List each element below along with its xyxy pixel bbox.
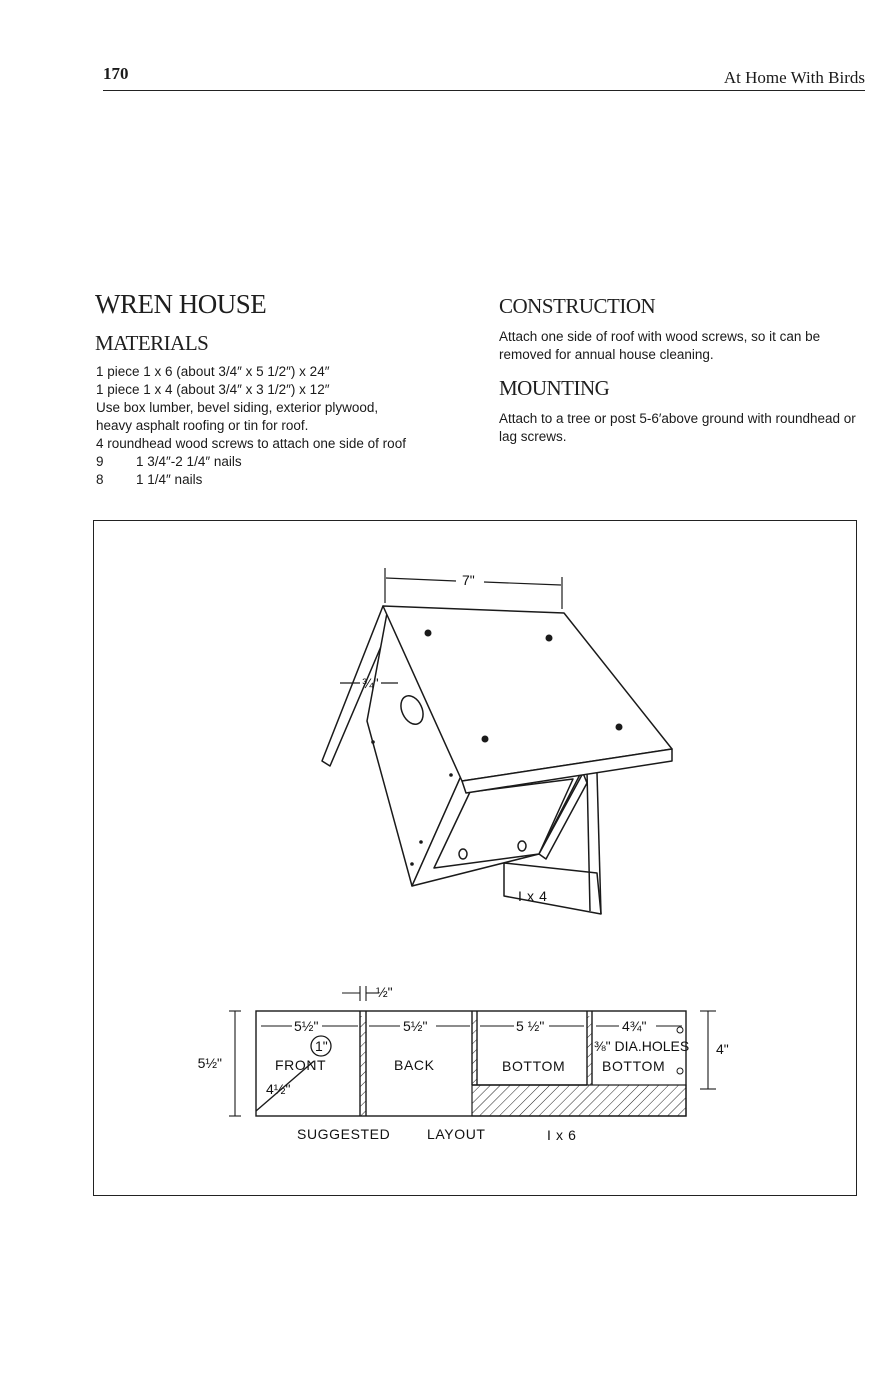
front-width-label: 5½" [294, 1018, 319, 1034]
layout-caption: SUGGESTED [297, 1126, 391, 1142]
kerf-3 [587, 1016, 592, 1085]
materials-list [96, 363, 476, 489]
post-label: I x 4 [518, 888, 548, 904]
kerf-2 [472, 1016, 477, 1085]
waste-strip [472, 1085, 686, 1116]
nails-item [96, 453, 476, 471]
front-inner-dim-label: 4½" [266, 1081, 291, 1097]
nails-desc: 1 1/4″ nails [136, 472, 203, 487]
page-number: 170 [103, 64, 129, 83]
thickness-dim-label: ¾" [362, 675, 379, 691]
materials-item: heavy asphalt roofing or tin for roof. [96, 418, 309, 433]
materials-item: 1 piece 1 x 4 (about 3/4″ x 3 1/2″) x 12″ [96, 382, 330, 397]
board-size-label: I x 6 [547, 1127, 577, 1143]
materials-item: 4 roundhead wood screws to attach one side of roof [96, 436, 406, 451]
construction-heading: CONSTRUCTION [499, 294, 656, 318]
front-piece-label: FRONT [275, 1057, 327, 1073]
mounting-heading: MOUNTING [499, 376, 610, 400]
mounting-text: Attach to a tree or post 5-6′above ground with roundhead or lag screws. [499, 411, 856, 444]
article-title: WREN HOUSE [95, 289, 267, 319]
hole-dim-label: 1" [315, 1038, 328, 1054]
drain-hole-mark [677, 1027, 683, 1033]
height-dim-label: 5½" [197, 1055, 222, 1071]
layout-caption-2: LAYOUT [427, 1126, 486, 1142]
materials-heading: MATERIALS [95, 331, 209, 355]
nails-desc: 1 3/4″-2 1/4″ nails [136, 454, 242, 469]
construction-text: Attach one side of roof with wood screws, so it can be removed for annual house cleaning. [499, 329, 821, 362]
bottom2-piece-label: BOTTOM [602, 1058, 666, 1074]
nails-qty: 8 [96, 472, 104, 487]
nails-qty: 9 [96, 454, 104, 469]
width-dim-label: 7" [462, 572, 475, 588]
last-width-label: 4¾" [622, 1018, 647, 1034]
figure-frame [93, 520, 857, 1196]
materials-item: Use box lumber, bevel siding, exterior plywood, [96, 400, 379, 415]
nails-item [96, 471, 476, 489]
kerf-dim-label: ½" [376, 984, 393, 1000]
running-title: At Home With Birds [723, 68, 865, 87]
wren-house-diagram [94, 521, 858, 1197]
page-header [103, 62, 865, 91]
materials-item: 1 piece 1 x 6 (about 3/4″ x 5 1/2″) x 24″ [96, 364, 330, 379]
holes-note: ⅜" DIA.HOLES [594, 1038, 690, 1054]
bottom-piece-label: BOTTOM [502, 1058, 566, 1074]
bottom-width-label: 5 ½" [516, 1018, 545, 1034]
back-width-label: 5½" [403, 1018, 428, 1034]
right-height-label: 4" [716, 1041, 729, 1057]
kerf-1 [360, 1016, 366, 1116]
drain-hole-mark [677, 1068, 683, 1074]
back-piece-label: BACK [394, 1057, 435, 1073]
